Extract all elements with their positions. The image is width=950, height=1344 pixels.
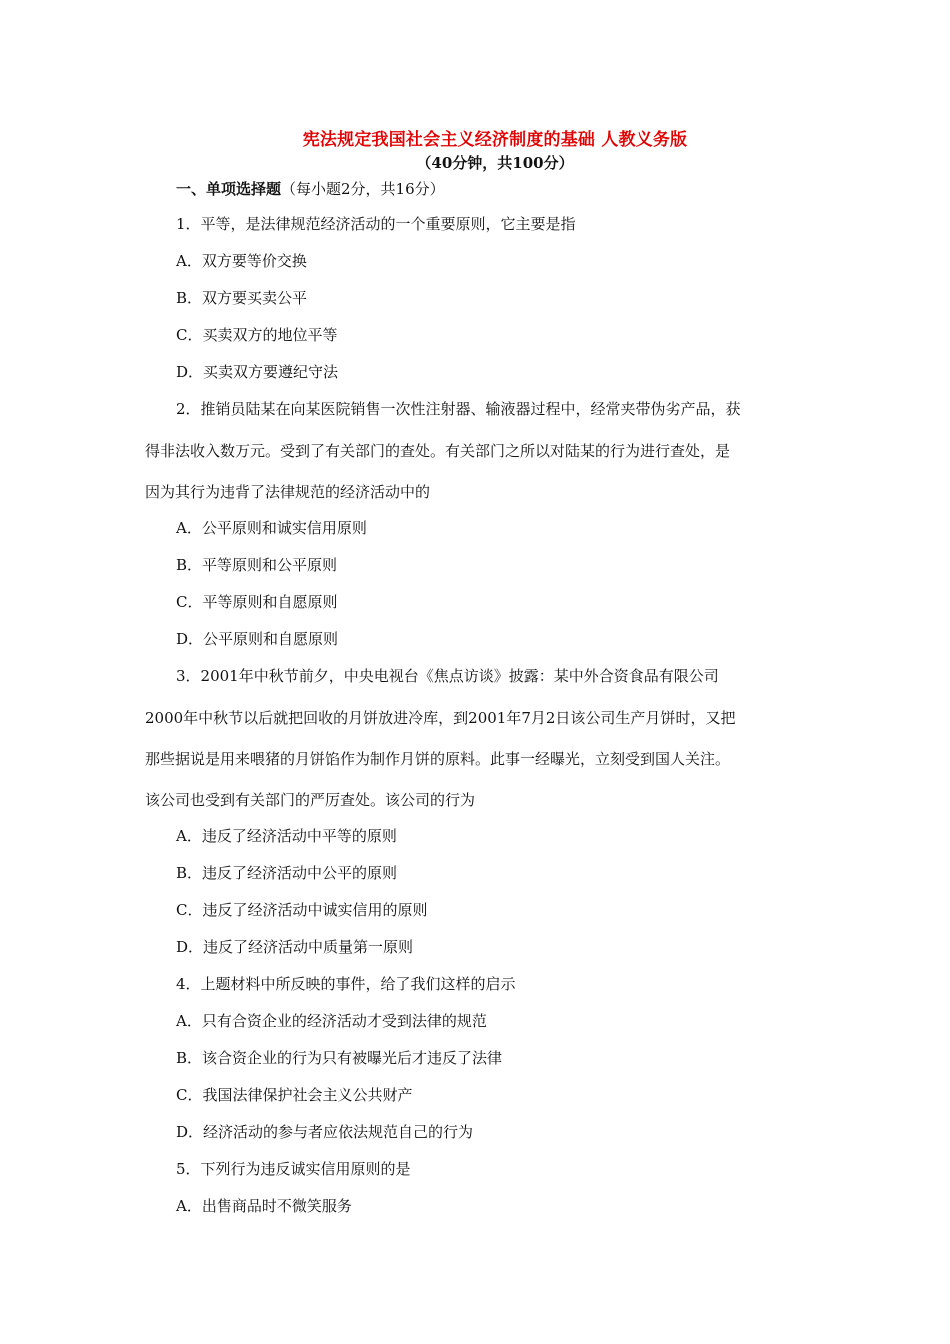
- question-2-stem-line-3: 因为其行为违背了法律规范的经济活动中的: [145, 483, 431, 501]
- question-5-stem: 5．下列行为违反诚实信用原则的是: [176, 1160, 411, 1178]
- question-4-option-a: A．只有合资企业的经济活动才受到法律的规范: [176, 1012, 487, 1030]
- question-3-option-b: B．违反了经济活动中公平的原则: [176, 864, 398, 882]
- question-1-stem: 1．平等，是法律规范经济活动的一个重要原则，它主要是指: [176, 215, 576, 233]
- section-heading-text: 一、单项选择题: [176, 180, 282, 198]
- question-2-option-a: A．公平原则和诚实信用原则: [176, 519, 367, 537]
- question-3-stem-line-3: 那些据说是用来喂猪的月饼馅作为制作月饼的原料。此事一经曝光，立刻受到国人关注。: [145, 750, 731, 768]
- question-3-option-a: A．违反了经济活动中平等的原则: [176, 827, 397, 845]
- question-2-stem-line-1: 2．推销员陆某在向某医院销售一次性注射器、输液器过程中，经常夹带伪劣产品，获: [176, 400, 741, 418]
- question-1-option-d: D．买卖双方要遵纪守法: [176, 363, 339, 381]
- question-2-stem-line-2: 得非法收入数万元。受到了有关部门的查处。有关部门之所以对陆某的行为进行查处，是: [145, 442, 731, 460]
- question-1-option-c: C．买卖双方的地位平等: [176, 326, 338, 344]
- question-4-option-c: C．我国法律保护社会主义公共财产: [176, 1086, 413, 1104]
- question-4-option-b: B．该合资企业的行为只有被曝光后才违反了法律: [176, 1049, 503, 1067]
- question-1-option-a: A．双方要等价交换: [176, 252, 307, 270]
- question-2-option-b: B．平等原则和公平原则: [176, 556, 338, 574]
- question-1-option-b: B．双方要买卖公平: [176, 289, 308, 307]
- question-3-stem-line-4: 该公司也受到有关部门的严厉查处。该公司的行为: [145, 791, 476, 809]
- question-2-option-d: D．公平原则和自愿原则: [176, 630, 339, 648]
- question-5-option-a: A．出售商品时不微笑服务: [176, 1197, 352, 1215]
- section-heading: [176, 178, 445, 199]
- section-note: （每小题2分，共16分）: [281, 180, 445, 198]
- document-title: 宪法规定我国社会主义经济制度的基础 人教义务版: [302, 130, 688, 150]
- question-3-stem-line-1: 3．2001年中秋节前夕，中央电视台《焦点访谈》披露：某中外合资食品有限公司: [176, 667, 719, 685]
- question-4-stem: 4．上题材料中所反映的事件，给了我们这样的启示: [176, 975, 516, 993]
- question-3-stem-line-2: 2000年中秋节以后就把回收的月饼放进冷库，到2001年7月2日该公司生产月饼时，又把: [145, 709, 736, 727]
- question-3-option-d: D．违反了经济活动中质量第一原则: [176, 938, 414, 956]
- question-4-option-d: D．经济活动的参与者应依法规范自己的行为: [176, 1123, 474, 1141]
- question-3-option-c: C．违反了经济活动中诚实信用的原则: [176, 901, 428, 919]
- document-subtitle: （40分钟，共100分）: [416, 154, 574, 172]
- question-2-option-c: C．平等原则和自愿原则: [176, 593, 338, 611]
